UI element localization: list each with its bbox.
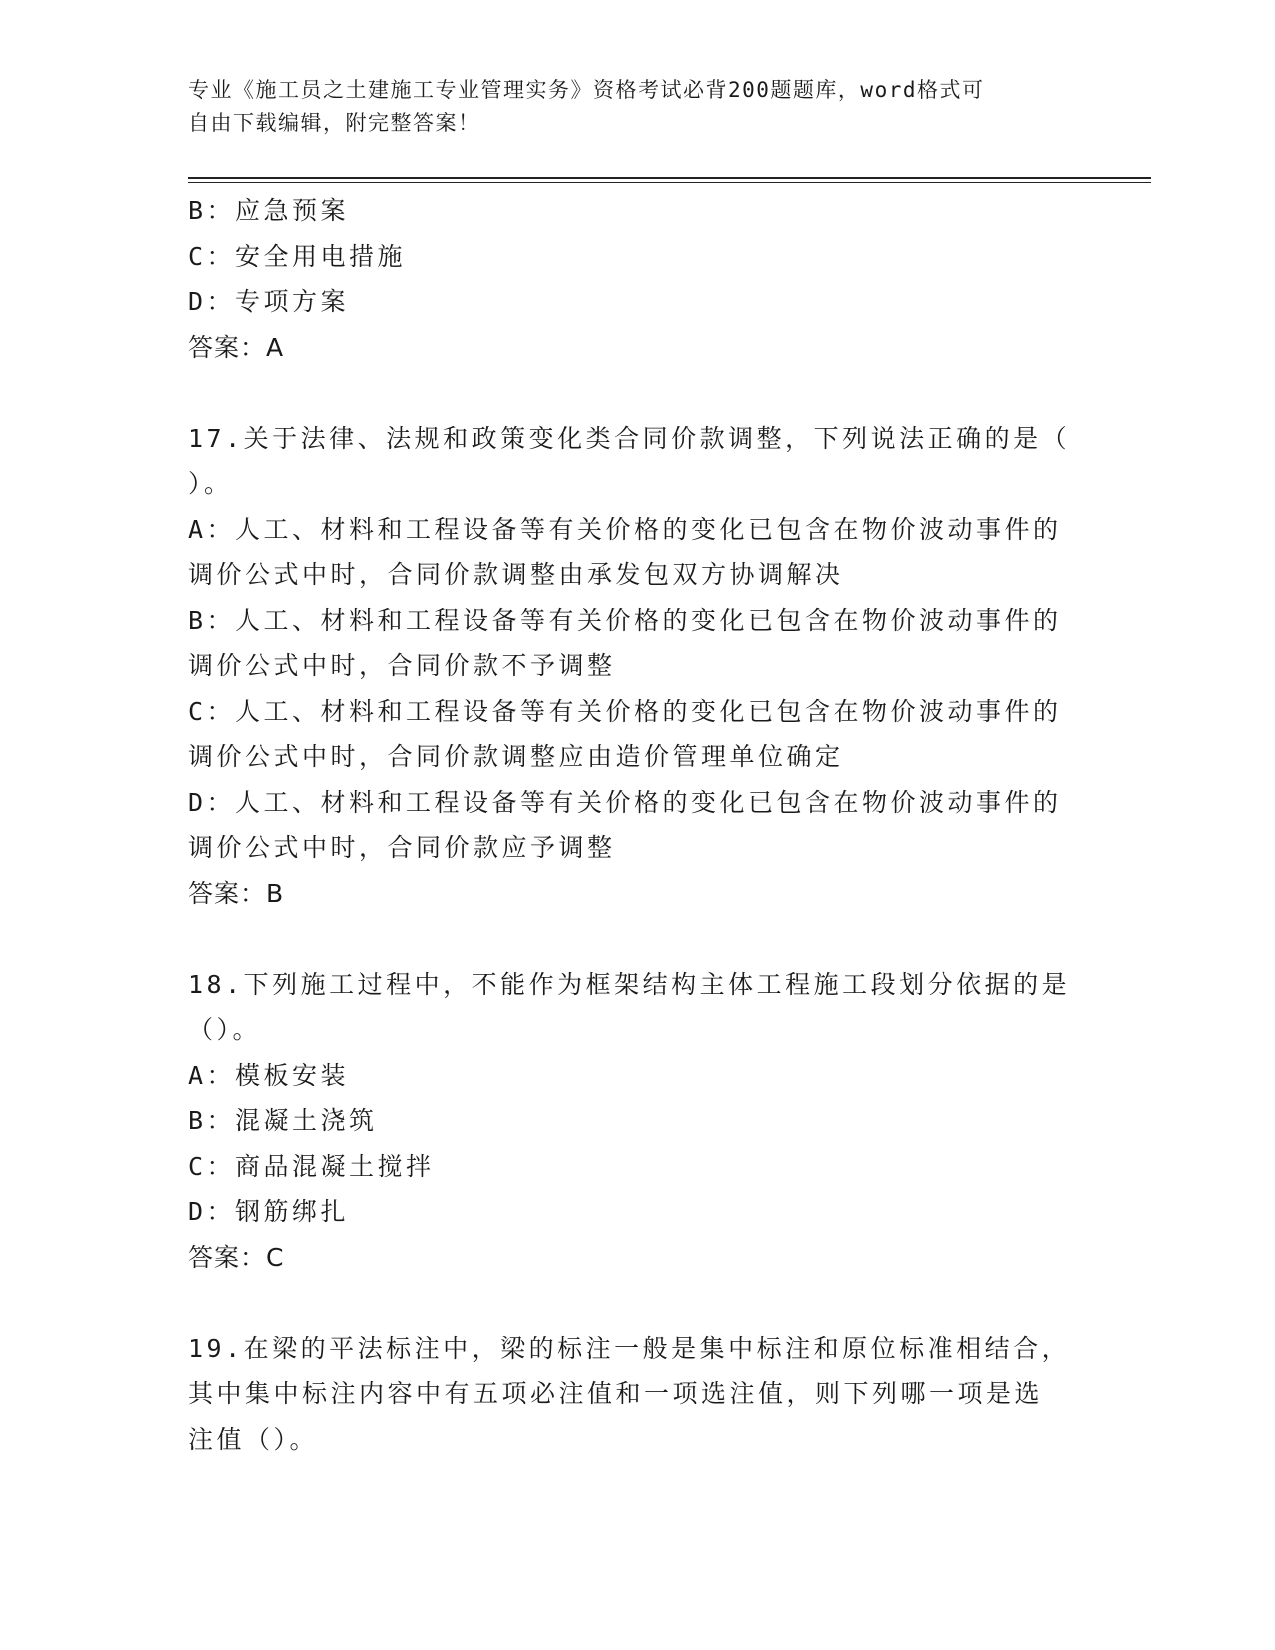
document-header	[188, 74, 1068, 140]
answer: 答案：C	[188, 1242, 285, 1272]
header-line-1: 专业《施工员之土建施工专业管理实务》资格考试必背200题题库，word格式可	[188, 78, 985, 102]
option-c: C：安全用电措施	[188, 241, 407, 271]
header-divider-thin	[188, 182, 1151, 183]
question-17	[188, 416, 1088, 917]
document-body	[188, 188, 1088, 1462]
question-stem-continued: 注值（）。	[188, 1424, 319, 1454]
question-stem: 17.关于法律、法规和政策变化类合同价款调整，下列说法正确的是（	[188, 423, 1071, 453]
header-divider-thick	[188, 177, 1151, 179]
option-a: A：人工、材料和工程设备等有关价格的变化已包含在物价波动事件的	[188, 514, 1062, 544]
question-18	[188, 962, 1088, 1281]
option-d-continued: 调价公式中时，合同价款应予调整	[188, 833, 616, 862]
question-stem: 18.下列施工过程中，不能作为框架结构主体工程施工段划分依据的是	[188, 969, 1071, 999]
question-stem-continued: 其中集中标注内容中有五项必注值和一项选注值，则下列哪一项是选	[188, 1379, 1044, 1408]
question-16-tail	[188, 188, 1088, 370]
option-c-continued: 调价公式中时，合同价款调整应由造价管理单位确定	[188, 742, 844, 771]
question-19	[188, 1326, 1088, 1463]
question-stem-continued: （）。	[188, 1015, 262, 1044]
option-a: A：模板安装	[188, 1060, 350, 1090]
option-d: D：人工、材料和工程设备等有关价格的变化已包含在物价波动事件的	[188, 787, 1062, 817]
header-line-2: 自由下载编辑，附完整答案！	[188, 111, 481, 135]
spacer	[188, 916, 1088, 962]
option-d: D：钢筋绑扎	[188, 1197, 350, 1226]
spacer	[188, 1280, 1088, 1326]
option-b-continued: 调价公式中时，合同价款不予调整	[188, 651, 616, 680]
option-a-continued: 调价公式中时，合同价款调整由承发包双方协调解决	[188, 560, 844, 589]
option-b: B：应急预案	[188, 196, 350, 225]
spacer	[188, 370, 1088, 416]
answer: 答案：B	[188, 878, 285, 908]
option-b: B：混凝土浇筑	[188, 1106, 378, 1135]
answer: 答案：A	[188, 332, 285, 362]
option-b: B：人工、材料和工程设备等有关价格的变化已包含在物价波动事件的	[188, 605, 1062, 635]
question-stem: 19.在梁的平法标注中，梁的标注一般是集中标注和原位标准相结合，	[188, 1333, 1071, 1363]
option-c: C：商品混凝土搅拌	[188, 1151, 435, 1181]
option-d: D：专项方案	[188, 287, 350, 316]
question-stem-continued: ）。	[188, 469, 233, 498]
option-c: C：人工、材料和工程设备等有关价格的变化已包含在物价波动事件的	[188, 696, 1062, 726]
